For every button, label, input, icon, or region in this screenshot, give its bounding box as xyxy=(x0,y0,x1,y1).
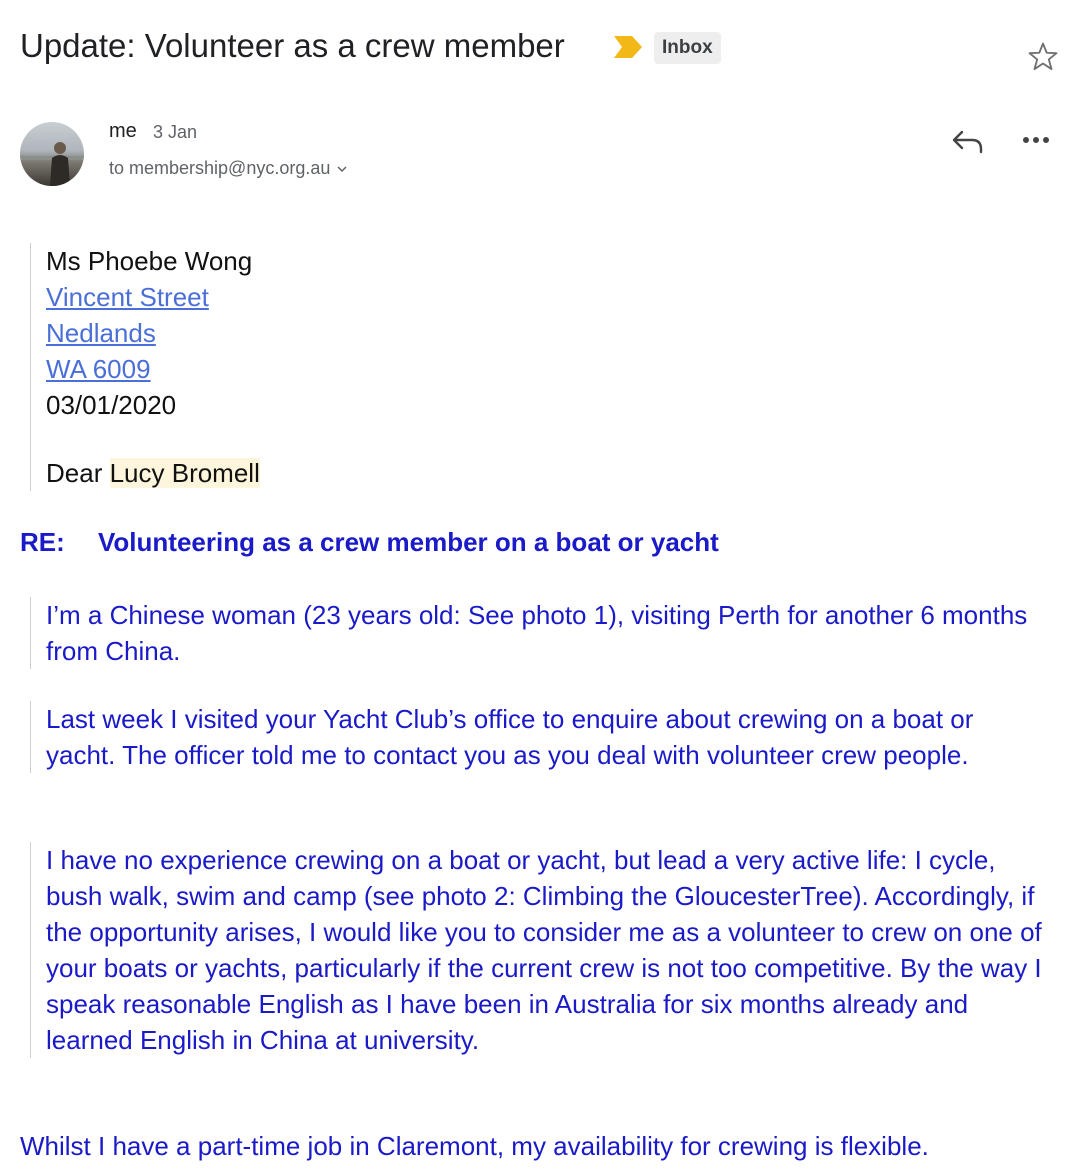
address-suburb-link[interactable]: Nedlands xyxy=(46,318,156,348)
greeting xyxy=(46,455,260,491)
letter-date: 03/01/2020 xyxy=(46,390,177,420)
recipient-details-toggle[interactable] xyxy=(109,158,348,179)
email-header xyxy=(20,24,1060,72)
address-postcode-link[interactable]: WA 6009 xyxy=(46,354,151,384)
inbox-label-badge[interactable]: Inbox xyxy=(654,32,721,64)
sender-avatar[interactable] xyxy=(20,122,84,186)
paragraph-3: I have no experience crewing on a boat or yacht, but lead a very active life: I cycle, bush walk, swim and camp (see photo 2: Climbing the GloucesterTree). Accordingly, if the opportunity arises, I would like you to consider me as a volunteer to crew on one of your boats or yachts, particularly if the current crew is not too competitive. By the way I speak reasonable English as I have been in Australia for six months already and learned English in China at university. xyxy=(30,842,1046,1058)
paragraph-4: Whilst I have a part-time job in Claremont, my availability for crewing is flexible. xyxy=(20,1131,929,1161)
more-options-icon[interactable] xyxy=(1020,130,1052,150)
greeting-name: Lucy Bromell xyxy=(109,458,260,488)
greeting-prefix: Dear xyxy=(46,458,110,488)
subject-line xyxy=(20,524,719,560)
paragraph-2: Last week I visited your Yacht Club’s office to enquire about crewing on a boat or yacht. The officer told me to contact you as you deal with volunteer crew people. xyxy=(30,701,1046,773)
chevron-down-icon xyxy=(336,165,348,173)
star-icon[interactable] xyxy=(1026,40,1060,74)
address-name: Ms Phoebe Wong xyxy=(46,246,253,276)
important-marker-icon[interactable] xyxy=(614,36,642,58)
email-subject: Update: Volunteer as a crew member xyxy=(20,27,565,64)
recipient-address-block xyxy=(30,243,260,491)
reply-icon[interactable] xyxy=(950,124,986,158)
re-text: Volunteering as a crew member on a boat or yacht xyxy=(98,527,719,557)
address-street-link[interactable]: Vincent Street xyxy=(46,282,209,312)
paragraph-1: I’m a Chinese woman (23 years old: See photo 1), visiting Perth for another 6 months from China. xyxy=(30,597,1046,669)
avatar-photo-icon xyxy=(20,122,84,186)
recipient-text: to membership@nyc.org.au xyxy=(109,158,331,178)
re-label: RE: xyxy=(20,527,65,557)
sender-name: me xyxy=(109,120,137,142)
sent-date: 3 Jan xyxy=(153,122,198,142)
